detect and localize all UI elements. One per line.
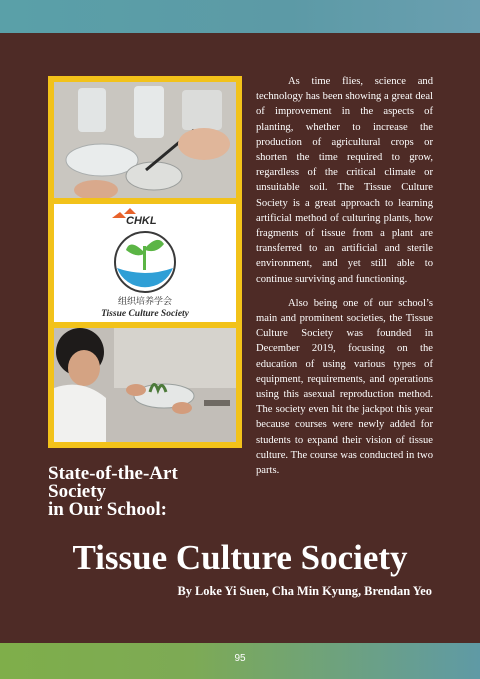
top-color-band xyxy=(0,0,480,33)
article-byline: By Loke Yi Suen, Cha Min Kyung, Brendan Yeo xyxy=(177,584,432,598)
lab-photo-student xyxy=(54,328,236,442)
article-paragraph-1: As time flies, science and technology has been showing a great deal of improvement in the aspects of planting, whether to increase the production of agricultural crops or shorten the time required to grow, regardless of the critical climate or unsuitable soil. The Tissue Culture Society is a great approach to learning artificial method of culturing plants, how fragments of tissue from a plant are transferred to an artificial and sterile environment, and yet still able to continue surviving and functioning. xyxy=(256,76,433,285)
page-number: 95 xyxy=(234,653,246,664)
svg-text:组织培养学会: 组织培养学会 xyxy=(117,297,173,307)
lab-photo-petri-dish xyxy=(54,82,236,198)
svg-text:Tissue Culture Society: Tissue Culture Society xyxy=(101,309,189,319)
tissue-culture-society-logo xyxy=(54,204,236,322)
svg-text:CHKL: CHKL xyxy=(126,215,157,227)
section-heading-line-1: State-of-the-Art xyxy=(48,463,178,484)
section-heading xyxy=(48,465,248,519)
section-heading-line-3: in Our School: xyxy=(48,499,167,520)
photo-collage-frame xyxy=(48,76,242,448)
article-body xyxy=(256,74,433,478)
article-paragraph-2: Also being one of our school’s main and prominent societies, the Tissue Culture Society was founded in December 2019, focusing on the education of using various types of equipment, requirements, and operations using this asexual reproduction method. The society even hit the jackpot this year because courses were newly added for students to expand their vision of tissue culture. The course was conducted in two parts. xyxy=(256,297,433,477)
article-title: Tissue Culture Society xyxy=(72,538,408,577)
section-heading-line-2: Society xyxy=(48,481,107,502)
